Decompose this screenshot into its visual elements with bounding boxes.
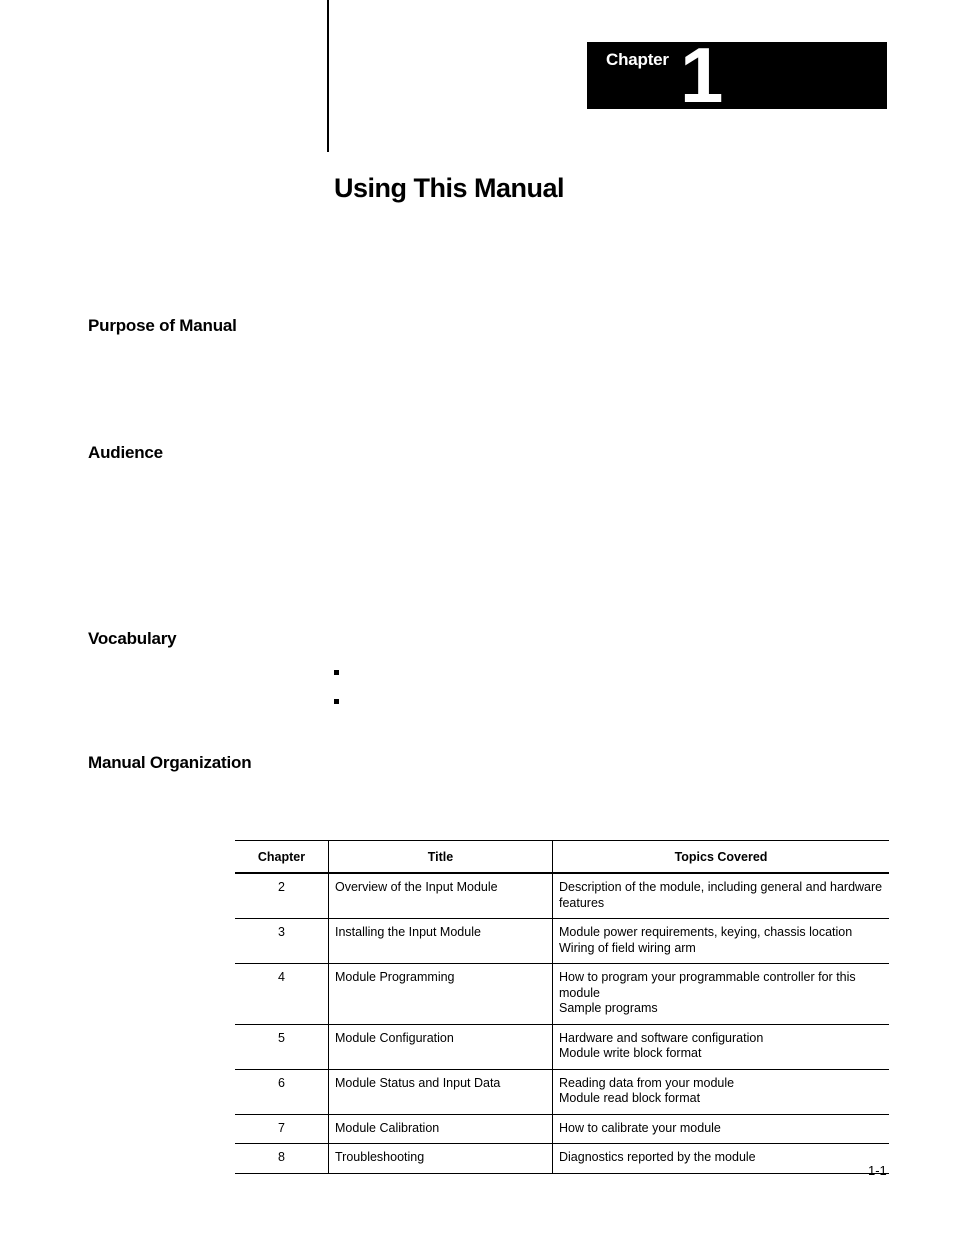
row-chapter: 4 (235, 964, 329, 1025)
table-row (235, 919, 889, 964)
row-topics (553, 1144, 890, 1174)
heading-organization: Manual Organization (88, 753, 252, 772)
row-title: Module Programming (329, 964, 553, 1025)
heading-purpose: Purpose of Manual (88, 316, 237, 335)
row-topics (553, 1069, 890, 1114)
table-row (235, 1024, 889, 1069)
topic-line: Module read block format (559, 1091, 701, 1105)
row-topics (553, 873, 890, 919)
topic-line: Sample programs (559, 1001, 658, 1015)
header-title: Title (329, 841, 553, 874)
row-title: Overview of the Input Module (329, 873, 553, 919)
row-chapter: 7 (235, 1114, 329, 1144)
heading-audience: Audience (88, 443, 163, 462)
topic-line: Module power requirements, keying, chassis location (559, 925, 853, 939)
topic-line: Hardware and software configuration (559, 1030, 764, 1045)
chapter-label: Chapter (606, 50, 669, 69)
row-title: Installing the Input Module (329, 919, 553, 964)
chapter-organization-table (235, 840, 889, 1174)
topic-line: Reading data from your module (559, 1075, 735, 1090)
bullet-marker (334, 670, 339, 675)
row-topics (553, 964, 890, 1025)
chapter-tab (587, 42, 887, 109)
topic-line: How to program your programmable controller for this module (559, 970, 856, 1000)
topic-line: Description of the module, including general and hardware features (559, 880, 883, 910)
row-topics (553, 1024, 890, 1069)
header-topics: Topics Covered (553, 841, 890, 874)
row-title: Module Status and Input Data (329, 1069, 553, 1114)
page-title: Using This Manual (334, 173, 565, 203)
heading-vocabulary: Vocabulary (88, 629, 177, 648)
header-chapter: Chapter (235, 841, 329, 874)
bullet-marker (334, 699, 339, 704)
table-row (235, 964, 889, 1025)
table-row (235, 1069, 889, 1114)
page-number: 1-1 (868, 1163, 887, 1178)
row-chapter: 6 (235, 1069, 329, 1114)
row-chapter: 5 (235, 1024, 329, 1069)
topic-line: Diagnostics reported by the module (559, 1150, 756, 1164)
vertical-rule (327, 0, 329, 152)
table-row (235, 1144, 889, 1174)
table-row (235, 1114, 889, 1144)
row-topics (553, 919, 890, 964)
topic-line: Wiring of field wiring arm (559, 940, 696, 955)
row-topics (553, 1114, 890, 1144)
table-row (235, 873, 889, 919)
table-header-row (235, 841, 889, 874)
topic-line: How to calibrate your module (559, 1120, 721, 1135)
row-chapter: 2 (235, 873, 329, 919)
row-chapter: 3 (235, 919, 329, 964)
row-chapter: 8 (235, 1144, 329, 1174)
row-title: Troubleshooting (329, 1144, 553, 1174)
chapter-number: 1 (680, 42, 724, 109)
row-title: Module Calibration (329, 1114, 553, 1144)
topic-line: Module write block format (559, 1046, 702, 1060)
row-title: Module Configuration (329, 1024, 553, 1069)
